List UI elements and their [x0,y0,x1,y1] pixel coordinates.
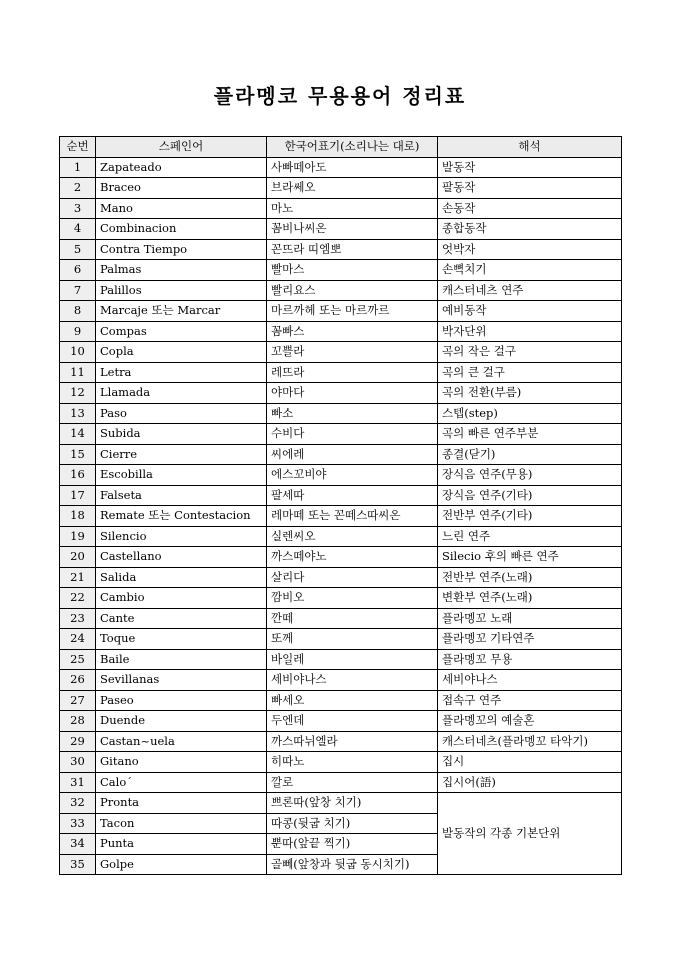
meaning: 스텝(step) [438,403,622,424]
spanish-term: Contra Tiempo [96,239,267,260]
meaning: 예비동작 [438,301,622,322]
korean-reading: 실렌씨오 [267,526,438,547]
meaning: 느린 연주 [438,526,622,547]
meaning: 전반부 연주(기타) [438,506,622,527]
table-row [60,342,622,363]
table-row [60,731,622,752]
row-number: 1 [60,157,96,178]
korean-reading: 살리다 [267,567,438,588]
korean-reading: 빠세오 [267,690,438,711]
spanish-term: Llamada [96,383,267,404]
spanish-term: Falseta [96,485,267,506]
spanish-term: Palillos [96,280,267,301]
meaning: 변환부 연주(노래) [438,588,622,609]
spanish-term: Sevillanas [96,670,267,691]
korean-reading: 뿐따(앞끝 찍기) [267,834,438,855]
korean-reading: 야마다 [267,383,438,404]
meaning: 플라멩꼬 무용 [438,649,622,670]
meaning: 캐스터네츠 연주 [438,280,622,301]
korean-reading: 꼼비나씨온 [267,219,438,240]
table-body [60,157,622,875]
meaning: 플라멩꼬 기타연주 [438,629,622,650]
meaning: 접속구 연주 [438,690,622,711]
spanish-term: Combinacion [96,219,267,240]
korean-reading: 마노 [267,198,438,219]
row-number: 14 [60,424,96,445]
row-number: 24 [60,629,96,650]
table-row [60,178,622,199]
row-number: 9 [60,321,96,342]
table-row [60,383,622,404]
header-meaning: 해석 [438,137,622,158]
table-row [60,465,622,486]
spanish-term: Calo´ [96,772,267,793]
meaning: 곡의 빠른 연주부분 [438,424,622,445]
korean-reading: 씨에레 [267,444,438,465]
spanish-term: Paso [96,403,267,424]
spanish-term: Punta [96,834,267,855]
spanish-term: Cambio [96,588,267,609]
spanish-term: Toque [96,629,267,650]
meaning: 플라멩꼬의 예술혼 [438,711,622,732]
row-number: 4 [60,219,96,240]
row-number: 25 [60,649,96,670]
korean-reading: 히따노 [267,752,438,773]
meaning: 장식음 연주(기타) [438,485,622,506]
table-row [60,567,622,588]
row-number: 27 [60,690,96,711]
row-number: 22 [60,588,96,609]
korean-reading: 꼬쁠라 [267,342,438,363]
korean-reading: 빨마스 [267,260,438,281]
korean-reading: 또께 [267,629,438,650]
table-row [60,362,622,383]
korean-reading: 깔로 [267,772,438,793]
table-row [60,321,622,342]
meaning: 종결(닫기) [438,444,622,465]
table-row [60,711,622,732]
table-row [60,772,622,793]
row-number: 2 [60,178,96,199]
row-number: 5 [60,239,96,260]
spanish-term: Baile [96,649,267,670]
spanish-term: Tacon [96,813,267,834]
meaning: 곡의 전환(부름) [438,383,622,404]
header-number: 순번 [60,137,96,158]
spanish-term: Palmas [96,260,267,281]
row-number: 3 [60,198,96,219]
table-row [60,157,622,178]
row-number: 11 [60,362,96,383]
korean-reading: 따콩(뒷굽 치기) [267,813,438,834]
table-row [60,239,622,260]
spanish-term: Mano [96,198,267,219]
spanish-term: Castan~uela [96,731,267,752]
header-spanish: 스페인어 [96,137,267,158]
page-title: 플라멩코 무용용어 정리표 [213,84,467,108]
meaning: 집시어(語) [438,772,622,793]
korean-reading: 세비야나스 [267,670,438,691]
table-row [60,526,622,547]
korean-reading: 빨리요스 [267,280,438,301]
row-number: 35 [60,854,96,875]
table-row [60,260,622,281]
table-row [60,506,622,527]
spanish-term: Salida [96,567,267,588]
meaning: 세비야나스 [438,670,622,691]
korean-reading: 브라쎄오 [267,178,438,199]
spanish-term: Cierre [96,444,267,465]
korean-reading: 수비다 [267,424,438,445]
korean-reading: 에스꼬비야 [267,465,438,486]
row-number: 13 [60,403,96,424]
table-row [60,690,622,711]
row-number: 32 [60,793,96,814]
spanish-term: Braceo [96,178,267,199]
korean-reading: 사빠떼아도 [267,157,438,178]
row-number: 6 [60,260,96,281]
meaning: 종합동작 [438,219,622,240]
spanish-term: Cante [96,608,267,629]
meaning: 플라멩꼬 노래 [438,608,622,629]
spanish-term: Zapateado [96,157,267,178]
meaning: 집시 [438,752,622,773]
korean-reading: 골뻬(앞창과 뒷굽 동시치기) [267,854,438,875]
korean-reading: 바일레 [267,649,438,670]
korean-reading: 까스떼야노 [267,547,438,568]
row-number: 16 [60,465,96,486]
table-row [60,649,622,670]
korean-reading: 쁘론따(앞창 치기) [267,793,438,814]
row-number: 20 [60,547,96,568]
korean-reading: 두엔데 [267,711,438,732]
spanish-term: Silencio [96,526,267,547]
table-row [60,198,622,219]
meaning: 손뼉치기 [438,260,622,281]
row-number: 34 [60,834,96,855]
spanish-term: Escobilla [96,465,267,486]
korean-reading: 팔세따 [267,485,438,506]
table-row [60,280,622,301]
table-row [60,444,622,465]
spanish-term: Castellano [96,547,267,568]
table-row [60,485,622,506]
terms-table [59,136,622,875]
korean-reading: 레마떼 또는 꼰떼스따씨온 [267,506,438,527]
korean-reading: 까스따뉘엘라 [267,731,438,752]
spanish-term: Pronta [96,793,267,814]
row-number: 33 [60,813,96,834]
spanish-term: Duende [96,711,267,732]
meaning: 팔동작 [438,178,622,199]
table-row [60,424,622,445]
spanish-term: Copla [96,342,267,363]
row-number: 26 [60,670,96,691]
spanish-term: Gitano [96,752,267,773]
row-number: 29 [60,731,96,752]
meaning: 발동작 [438,157,622,178]
meaning: 캐스터네츠(플라멩꼬 타악기) [438,731,622,752]
spanish-term: Subida [96,424,267,445]
row-number: 7 [60,280,96,301]
row-number: 19 [60,526,96,547]
meaning: 곡의 큰 걸구 [438,362,622,383]
table-row [60,629,622,650]
meaning: Silecio 후의 빠른 연주 [438,547,622,568]
row-number: 21 [60,567,96,588]
korean-reading: 레뜨라 [267,362,438,383]
row-number: 10 [60,342,96,363]
header-korean: 한국어표기(소리나는 대로) [267,137,438,158]
spanish-term: Letra [96,362,267,383]
table-row [60,403,622,424]
table-row [60,588,622,609]
meaning: 전반부 연주(노래) [438,567,622,588]
table-header-row [60,137,622,158]
row-number: 17 [60,485,96,506]
spanish-term: Paseo [96,690,267,711]
table-row [60,752,622,773]
row-number: 12 [60,383,96,404]
korean-reading: 빠소 [267,403,438,424]
korean-reading: 깜비오 [267,588,438,609]
korean-reading: 깐떼 [267,608,438,629]
spanish-term: Marcaje 또는 Marcar [96,301,267,322]
spanish-term: Golpe [96,854,267,875]
korean-reading: 꼼빠스 [267,321,438,342]
table-row [60,793,622,814]
row-number: 31 [60,772,96,793]
spanish-term: Remate 또는 Contestacion [96,506,267,527]
row-number: 30 [60,752,96,773]
korean-reading: 마르까헤 또는 마르까르 [267,301,438,322]
meaning: 박자단위 [438,321,622,342]
spanish-term: Compas [96,321,267,342]
row-number: 28 [60,711,96,732]
merged-meaning: 발동작의 각종 기본단위 [438,793,622,875]
row-number: 23 [60,608,96,629]
meaning: 손동작 [438,198,622,219]
row-number: 18 [60,506,96,527]
table-row [60,219,622,240]
row-number: 8 [60,301,96,322]
meaning: 곡의 작은 걸구 [438,342,622,363]
meaning: 엇박자 [438,239,622,260]
row-number: 15 [60,444,96,465]
table-row [60,608,622,629]
table-row [60,301,622,322]
korean-reading: 꼰뜨라 띠엠뽀 [267,239,438,260]
table-row [60,670,622,691]
table-row [60,547,622,568]
meaning: 장식음 연주(무용) [438,465,622,486]
